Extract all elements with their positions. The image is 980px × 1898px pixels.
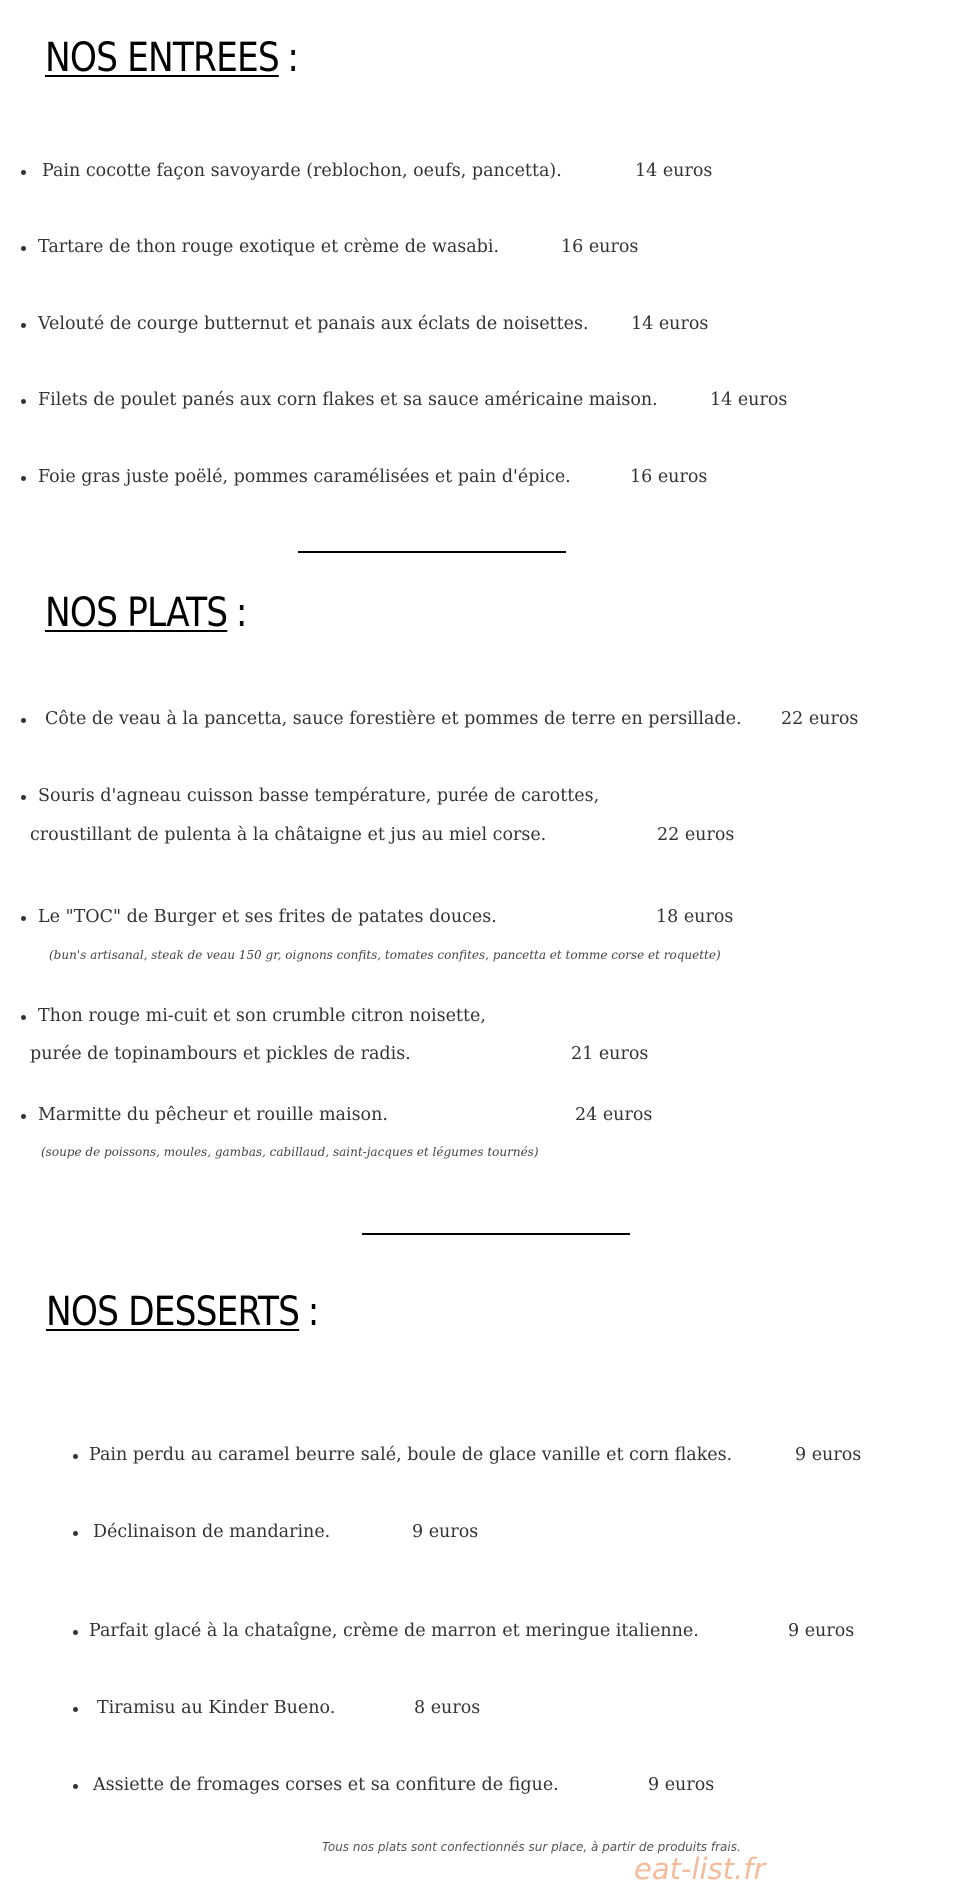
plats-colon: : [235,590,247,636]
bullet-icon [21,476,26,481]
plats-heading [45,590,247,636]
bullet-icon [21,1114,26,1119]
item-name: Déclinaison de mandarine. [93,1522,331,1542]
item-price: 14 euros [710,390,788,410]
item-name: Filets de poulet panés aux corn flakes et sa sauce américaine maison. [38,390,658,410]
item-name-continued: croustillant de pulenta à la châtaigne et jus au miel corse. [30,825,547,845]
item-price: 9 euros [788,1621,855,1641]
item-price: 16 euros [630,467,708,487]
entrees-title: NOS ENTREES [45,35,279,81]
bullet-icon [21,1015,26,1020]
bullet-icon [73,1707,78,1712]
item-note: (soupe de poissons, moules, gambas, cabillaud, saint-jacques et légumes tournés) [41,1145,539,1159]
item-name: Pain cocotte façon savoyarde (reblochon, oeufs, pancetta). [42,161,562,181]
item-price: 14 euros [631,314,709,334]
entrees-colon: : [287,35,299,81]
item-price: 16 euros [561,237,639,257]
item-price: 21 euros [571,1044,649,1064]
item-price: 9 euros [795,1445,862,1465]
section-divider [362,1233,630,1235]
item-price: 22 euros [657,825,735,845]
item-name: Foie gras juste poëlé, pommes caramélisées et pain d'épice. [38,467,571,487]
item-name: Thon rouge mi-cuit et son crumble citron noisette, [38,1006,486,1026]
item-name: Tartare de thon rouge exotique et crème de wasabi. [38,237,500,257]
item-name: Pain perdu au caramel beurre salé, boule de glace vanille et corn flakes. [89,1445,733,1465]
bullet-icon [21,246,26,251]
item-name: Souris d'agneau cuisson basse température, purée de carottes, [38,786,600,806]
item-price: 18 euros [656,907,734,927]
item-price: 9 euros [648,1775,715,1795]
item-name: Marmitte du pêcheur et rouille maison. [38,1105,388,1125]
bullet-icon [73,1630,78,1635]
item-price: 8 euros [414,1698,481,1718]
item-name-continued: purée de topinambours et pickles de radis. [30,1044,411,1064]
watermark-logo: eat-list.fr [634,1852,766,1886]
bullet-icon [21,916,26,921]
bullet-icon [21,718,26,723]
item-price: 22 euros [781,709,859,729]
bullet-icon [21,323,26,328]
item-price: 9 euros [412,1522,479,1542]
footer-note: Tous nos plats sont confectionnés sur place, à partir de produits frais. [322,1840,741,1854]
item-name: Tiramisu au Kinder Bueno. [97,1698,336,1718]
desserts-colon: : [307,1289,319,1335]
plats-title: NOS PLATS [45,590,228,636]
item-name: Velouté de courge butternut et panais aux éclats de noisettes. [38,314,589,334]
section-divider [298,551,566,553]
bullet-icon [73,1784,78,1789]
bullet-icon [73,1454,78,1459]
desserts-title: NOS DESSERTS [46,1289,300,1335]
item-name: Assiette de fromages corses et sa confiture de figue. [93,1775,559,1795]
item-price: 14 euros [635,161,713,181]
desserts-heading [46,1289,319,1335]
item-note: (bun's artisanal, steak de veau 150 gr, oignons confits, tomates confites, pancetta et tomme corse et roquette) [49,948,721,962]
bullet-icon [21,170,26,175]
item-price: 24 euros [575,1105,653,1125]
bullet-icon [21,399,26,404]
bullet-icon [21,795,26,800]
item-name: Côte de veau à la pancetta, sauce forestière et pommes de terre en persillade. [45,709,742,729]
item-name: Le "TOC" de Burger et ses frites de patates douces. [38,907,497,927]
item-name: Parfait glacé à la chataîgne, crème de marron et meringue italienne. [89,1621,699,1641]
entrees-heading [45,35,299,81]
bullet-icon [73,1531,78,1536]
